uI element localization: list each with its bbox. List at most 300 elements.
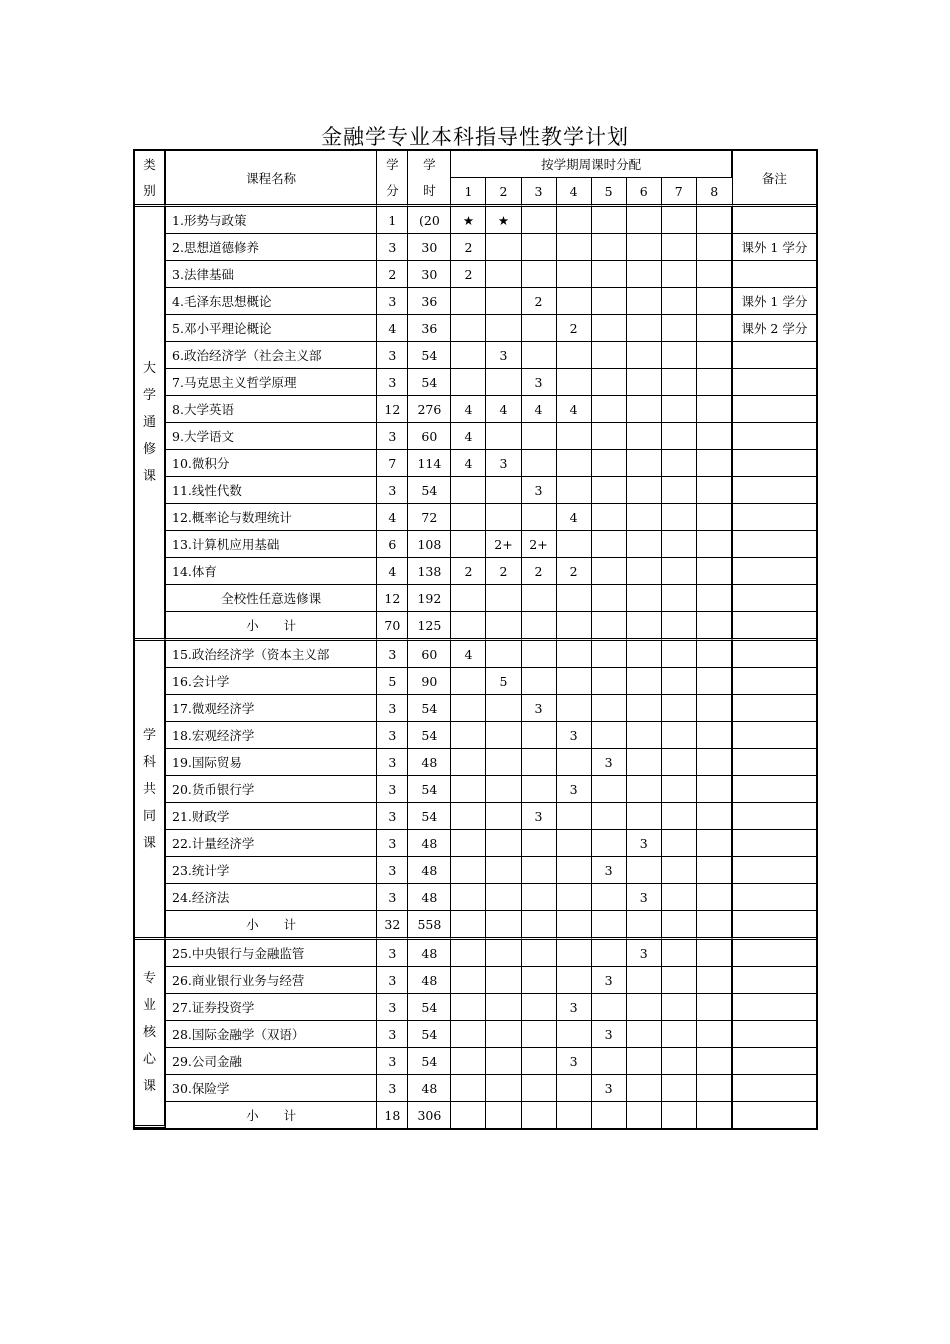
semester-cell [557, 207, 592, 234]
semester-cell: 2 [451, 558, 486, 585]
semester-cell: 4 [522, 396, 557, 423]
semester-cell [697, 612, 732, 641]
course-name-cell: 15.政治经济学（资本主义部 [165, 641, 377, 668]
category-char: 课 [143, 1079, 157, 1094]
semester-cell [697, 967, 732, 994]
semester-cell [557, 1075, 592, 1102]
semester-cell [662, 940, 697, 967]
semester-cell [451, 857, 486, 884]
semester-cell [627, 369, 662, 396]
note-cell [732, 477, 816, 504]
course-name-cell: 9.大学语文 [165, 423, 377, 450]
subtotal-row [135, 911, 816, 940]
table-row [135, 450, 816, 477]
semester-cell [627, 1048, 662, 1075]
semester-cell [592, 1048, 627, 1075]
semester-cell [522, 884, 557, 911]
semester-cell [451, 940, 486, 967]
semester-cell: 4 [451, 423, 486, 450]
semester-cell [451, 749, 486, 776]
semester-cell [486, 776, 521, 803]
semester-cell [592, 450, 627, 477]
semester-cell [592, 803, 627, 830]
semester-cell [697, 994, 732, 1021]
course-name-cell: 29.公司金融 [165, 1048, 377, 1075]
category-cell [135, 641, 165, 940]
semester-cell [451, 1021, 486, 1048]
subtotal-hours: 125 [408, 612, 451, 641]
semester-cell [697, 884, 732, 911]
semester-cell [592, 830, 627, 857]
semester-cell [522, 612, 557, 641]
credits-cell: 3 [377, 369, 408, 396]
category-char: 核 [143, 1025, 157, 1040]
subtotal-credits: 18 [377, 1102, 408, 1128]
semester-cell [627, 558, 662, 585]
note-cell [732, 830, 816, 857]
semester-cell [486, 722, 521, 749]
credits-cell: 1 [377, 207, 408, 234]
note-cell [732, 884, 816, 911]
semester-cell [486, 940, 521, 967]
semester-cell [662, 207, 697, 234]
semester-cell [697, 1075, 732, 1102]
semester-cell [592, 994, 627, 1021]
semester-cell: ★ [486, 207, 521, 234]
hours-cell: 30 [408, 261, 451, 288]
credits-cell: 3 [377, 857, 408, 884]
semester-cell [451, 288, 486, 315]
course-name-cell: 11.线性代数 [165, 477, 377, 504]
subtotal-credits: 70 [377, 612, 408, 641]
hours-cell: 54 [408, 1048, 451, 1075]
header-semester: 5 [592, 178, 627, 207]
semester-cell [592, 558, 627, 585]
hours-cell: 138 [408, 558, 451, 585]
credits-cell: 3 [377, 722, 408, 749]
semester-cell [697, 776, 732, 803]
semester-cell [662, 288, 697, 315]
semester-cell [557, 641, 592, 668]
semester-cell [486, 234, 521, 261]
note-cell [732, 994, 816, 1021]
semester-cell: 3 [486, 450, 521, 477]
note-cell [732, 911, 816, 940]
semester-cell: 2 [557, 315, 592, 342]
semester-cell: 2 [522, 288, 557, 315]
semester-cell [662, 803, 697, 830]
credits-cell: 3 [377, 641, 408, 668]
hours-cell: 36 [408, 288, 451, 315]
semester-cell [662, 668, 697, 695]
header-semester: 8 [697, 178, 732, 207]
note-cell [732, 722, 816, 749]
table-row [135, 940, 816, 967]
semester-cell [662, 830, 697, 857]
semester-cell [451, 504, 486, 531]
semester-cell [662, 585, 697, 612]
semester-cell [486, 1048, 521, 1075]
semester-cell [627, 234, 662, 261]
note-cell [732, 695, 816, 722]
semester-cell [627, 315, 662, 342]
header-hours: 学 时 [408, 151, 451, 207]
semester-cell [627, 1075, 662, 1102]
semester-cell [697, 531, 732, 558]
semester-cell [486, 641, 521, 668]
subtotal-row [135, 1102, 816, 1128]
semester-cell [627, 504, 662, 531]
semester-cell [697, 830, 732, 857]
table-row [135, 1021, 816, 1048]
hours-cell: 54 [408, 803, 451, 830]
table-row [135, 994, 816, 1021]
semester-cell: 3 [557, 994, 592, 1021]
table-row [135, 830, 816, 857]
semester-cell: 3 [486, 342, 521, 369]
hours-cell: 90 [408, 668, 451, 695]
semester-cell [662, 369, 697, 396]
credits-cell: 12 [377, 396, 408, 423]
semester-cell: 3 [627, 940, 662, 967]
header-semester: 3 [522, 178, 557, 207]
semester-cell [627, 396, 662, 423]
semester-cell [557, 450, 592, 477]
semester-cell [592, 940, 627, 967]
semester-cell [697, 1048, 732, 1075]
table-row [135, 857, 816, 884]
semester-cell [662, 234, 697, 261]
semester-cell [697, 207, 732, 234]
credits-cell: 3 [377, 1048, 408, 1075]
course-name-cell: 25.中央银行与金融监管 [165, 940, 377, 967]
semester-cell [486, 585, 521, 612]
semester-cell [697, 261, 732, 288]
semester-cell [451, 1075, 486, 1102]
semester-cell [592, 776, 627, 803]
semester-cell [627, 1021, 662, 1048]
table-row [135, 668, 816, 695]
course-name-cell: 19.国际贸易 [165, 749, 377, 776]
credits-cell: 3 [377, 1021, 408, 1048]
note-cell: 课外 2 学分 [732, 315, 816, 342]
semester-cell [592, 423, 627, 450]
header-category: 类 别 [135, 151, 165, 207]
semester-cell: 2+ [486, 531, 521, 558]
note-cell [732, 504, 816, 531]
semester-cell [697, 585, 732, 612]
semester-cell [697, 423, 732, 450]
semester-cell [662, 531, 697, 558]
semester-cell: 4 [451, 396, 486, 423]
semester-cell [697, 558, 732, 585]
semester-cell [522, 207, 557, 234]
semester-cell: 3 [522, 803, 557, 830]
course-name-cell: 27.证券投资学 [165, 994, 377, 1021]
semester-cell [557, 423, 592, 450]
header-semester: 4 [557, 178, 592, 207]
course-name-cell: 5.邓小平理论概论 [165, 315, 377, 342]
subtotal-hours: 558 [408, 911, 451, 940]
note-cell [732, 940, 816, 967]
note-cell [732, 342, 816, 369]
semester-cell [557, 342, 592, 369]
credits-cell: 3 [377, 342, 408, 369]
semester-cell [662, 695, 697, 722]
category-char: 共 [143, 781, 157, 797]
semester-cell [451, 830, 486, 857]
course-name-cell: 14.体育 [165, 558, 377, 585]
table-row [135, 776, 816, 803]
semester-cell [697, 1021, 732, 1048]
teaching-plan-table [133, 149, 818, 1130]
hours-cell: 48 [408, 884, 451, 911]
course-name-cell: 1.形势与政策 [165, 207, 377, 234]
semester-cell: ★ [451, 207, 486, 234]
course-name-cell: 2.思想道德修养 [165, 234, 377, 261]
hours-cell: 108 [408, 531, 451, 558]
semester-cell [627, 207, 662, 234]
subtotal-label: 小 计 [165, 911, 377, 940]
semester-cell [662, 911, 697, 940]
semester-cell: 4 [557, 396, 592, 423]
header-semester: 2 [486, 178, 521, 207]
semester-cell [522, 641, 557, 668]
table-row [135, 369, 816, 396]
credits-cell: 3 [377, 1075, 408, 1102]
course-name-cell: 4.毛泽东思想概论 [165, 288, 377, 315]
table-row [135, 261, 816, 288]
credits-cell: 3 [377, 234, 408, 261]
header-credits: 学 分 [377, 151, 408, 207]
semester-cell [662, 396, 697, 423]
semester-cell: 2 [557, 558, 592, 585]
note-cell: 课外 1 学分 [732, 234, 816, 261]
semester-cell: 3 [627, 884, 662, 911]
semester-cell [592, 884, 627, 911]
table-row [135, 695, 816, 722]
category-char: 课 [143, 469, 157, 484]
semester-cell [522, 722, 557, 749]
subtotal-row [135, 612, 816, 641]
semester-cell: 5 [486, 668, 521, 695]
semester-cell [697, 668, 732, 695]
credits-cell: 3 [377, 776, 408, 803]
semester-cell [662, 612, 697, 641]
credits-cell: 3 [377, 803, 408, 830]
hours-cell: 54 [408, 342, 451, 369]
note-cell [732, 803, 816, 830]
semester-cell [557, 967, 592, 994]
semester-cell [697, 315, 732, 342]
header-notes: 备注 [732, 151, 816, 207]
semester-cell [486, 884, 521, 911]
header-semester: 6 [627, 178, 662, 207]
credits-cell: 3 [377, 994, 408, 1021]
semester-cell [592, 234, 627, 261]
course-name-cell: 20.货币银行学 [165, 776, 377, 803]
course-name-cell: 全校性任意选修课 [165, 585, 377, 612]
semester-cell [522, 830, 557, 857]
credits-cell: 3 [377, 884, 408, 911]
table-row [135, 884, 816, 911]
credits-cell: 5 [377, 668, 408, 695]
semester-cell [486, 830, 521, 857]
semester-cell [486, 315, 521, 342]
hours-cell: 72 [408, 504, 451, 531]
semester-cell [522, 315, 557, 342]
credits-cell: 6 [377, 531, 408, 558]
note-cell [732, 585, 816, 612]
table-row [135, 396, 816, 423]
credits-cell: 3 [377, 749, 408, 776]
course-name-cell: 8.大学英语 [165, 396, 377, 423]
hours-cell: 114 [408, 450, 451, 477]
semester-cell [557, 940, 592, 967]
semester-cell [662, 641, 697, 668]
hours-cell: (20 [408, 207, 451, 234]
semester-cell: 3 [522, 477, 557, 504]
semester-cell [522, 261, 557, 288]
hours-cell: 48 [408, 830, 451, 857]
semester-cell [592, 315, 627, 342]
table-row [135, 558, 816, 585]
semester-cell [557, 884, 592, 911]
semester-cell [627, 342, 662, 369]
semester-cell [662, 450, 697, 477]
course-name-cell: 13.计算机应用基础 [165, 531, 377, 558]
semester-cell [522, 940, 557, 967]
semester-cell [627, 612, 662, 641]
semester-cell [697, 504, 732, 531]
semester-cell [451, 585, 486, 612]
semester-cell [522, 1048, 557, 1075]
semester-cell [451, 369, 486, 396]
semester-cell [627, 803, 662, 830]
hours-cell: 60 [408, 423, 451, 450]
credits-cell: 3 [377, 940, 408, 967]
note-cell [732, 207, 816, 234]
semester-cell [557, 1102, 592, 1128]
course-name-cell: 6.政治经济学（社会主义部 [165, 342, 377, 369]
category-char: 科 [143, 754, 157, 770]
semester-cell [486, 967, 521, 994]
semester-cell [486, 423, 521, 450]
semester-cell [557, 1021, 592, 1048]
semester-cell [557, 830, 592, 857]
semester-cell [451, 1048, 486, 1075]
credits-cell: 4 [377, 315, 408, 342]
credits-cell: 3 [377, 477, 408, 504]
hours-cell: 36 [408, 315, 451, 342]
semester-cell: 3 [627, 830, 662, 857]
semester-cell [451, 342, 486, 369]
hours-cell: 54 [408, 477, 451, 504]
table-row [135, 234, 816, 261]
semester-cell: 2+ [522, 531, 557, 558]
note-cell: 课外 1 学分 [732, 288, 816, 315]
semester-cell [486, 477, 521, 504]
semester-cell [486, 911, 521, 940]
semester-cell [486, 857, 521, 884]
semester-cell [662, 315, 697, 342]
semester-cell [662, 477, 697, 504]
semester-cell [557, 261, 592, 288]
category-char: 学 [143, 388, 157, 403]
credits-cell: 3 [377, 288, 408, 315]
table-row [135, 342, 816, 369]
semester-cell [451, 695, 486, 722]
course-name-cell: 18.宏观经济学 [165, 722, 377, 749]
semester-cell [662, 749, 697, 776]
semester-cell [522, 1102, 557, 1128]
note-cell [732, 1075, 816, 1102]
credits-cell: 3 [377, 830, 408, 857]
semester-cell [697, 857, 732, 884]
semester-cell [697, 749, 732, 776]
semester-cell [557, 911, 592, 940]
semester-cell [662, 342, 697, 369]
semester-cell [662, 1075, 697, 1102]
semester-cell [592, 1102, 627, 1128]
semester-cell [557, 668, 592, 695]
semester-cell [522, 857, 557, 884]
subtotal-label: 小 计 [165, 1102, 377, 1128]
semester-cell: 4 [557, 504, 592, 531]
note-cell [732, 396, 816, 423]
semester-cell [522, 504, 557, 531]
semester-cell [697, 288, 732, 315]
note-cell [732, 668, 816, 695]
semester-cell [451, 994, 486, 1021]
semester-cell [662, 1048, 697, 1075]
semester-cell [557, 477, 592, 504]
semester-cell: 3 [592, 749, 627, 776]
semester-cell [627, 776, 662, 803]
semester-cell [486, 749, 521, 776]
semester-cell [662, 1102, 697, 1128]
category-char: 专 [143, 971, 157, 986]
hours-cell: 60 [408, 641, 451, 668]
semester-cell [592, 641, 627, 668]
semester-cell [592, 911, 627, 940]
semester-cell [522, 423, 557, 450]
semester-cell: 3 [557, 722, 592, 749]
semester-cell [557, 749, 592, 776]
semester-cell [592, 668, 627, 695]
header-semester-group: 按学期周课时分配 [451, 151, 731, 178]
semester-cell [592, 585, 627, 612]
note-cell [732, 776, 816, 803]
semester-cell [662, 1021, 697, 1048]
semester-cell [627, 749, 662, 776]
semester-cell [486, 288, 521, 315]
semester-cell: 2 [451, 234, 486, 261]
semester-cell [451, 477, 486, 504]
semester-cell [627, 1102, 662, 1128]
semester-cell [627, 641, 662, 668]
subtotal-credits: 32 [377, 911, 408, 940]
note-cell [732, 967, 816, 994]
semester-cell [451, 803, 486, 830]
semester-cell [486, 994, 521, 1021]
semester-cell [557, 288, 592, 315]
course-name-cell: 7.马克思主义哲学原理 [165, 369, 377, 396]
table-row [135, 531, 816, 558]
table-row [135, 477, 816, 504]
course-name-cell: 24.经济法 [165, 884, 377, 911]
hours-cell: 48 [408, 967, 451, 994]
